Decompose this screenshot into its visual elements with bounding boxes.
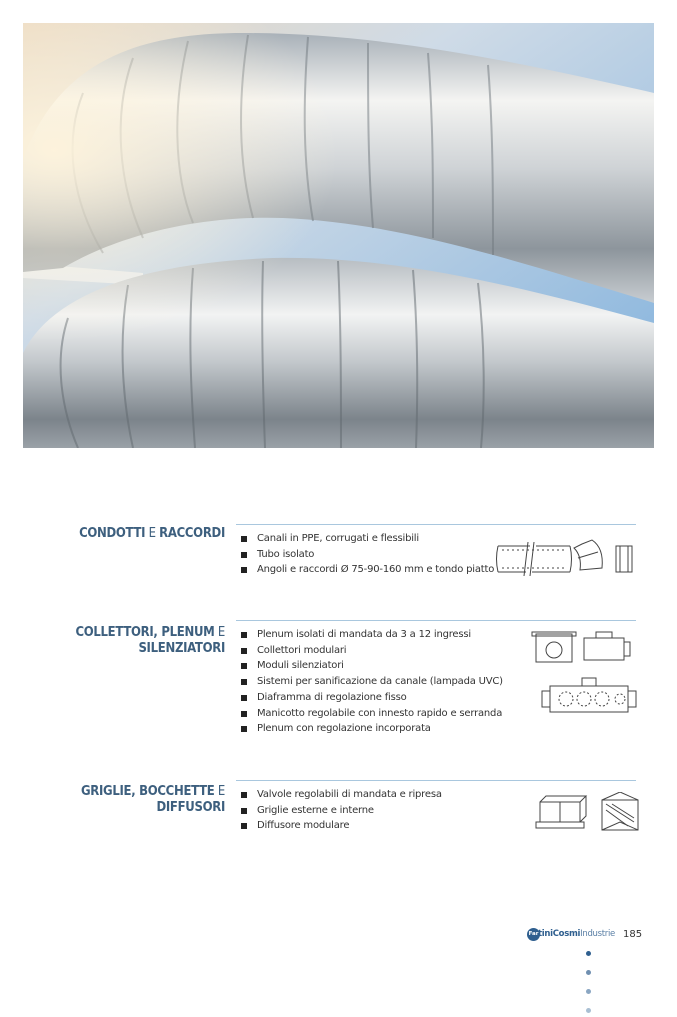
grille-drawing (532, 792, 644, 838)
list-item: Tubo isolato (241, 547, 494, 563)
title-connector: E (214, 784, 225, 799)
title-connector: E (214, 625, 225, 640)
logo-wordmark (538, 929, 615, 939)
list-item: Plenum con regolazione incorporata (241, 721, 503, 737)
list-item: Diffusore modulare (241, 818, 442, 834)
list-item: Moduli silenziatori (241, 658, 503, 674)
plenum-drawing (530, 628, 642, 718)
logo-bold: tiniCosmi (538, 929, 581, 939)
item-list (241, 787, 442, 834)
title-part: COLLETTORI, PLENUM (75, 625, 215, 640)
section-rule (236, 620, 636, 621)
duct-fittings-drawing (494, 538, 640, 578)
list-item: Collettori modulari (241, 643, 503, 659)
list-item: Valvole regolabili di mandata e ripresa (241, 787, 442, 803)
title-part: RACCORDI (159, 526, 225, 541)
section-title (25, 625, 225, 657)
section-title (25, 526, 225, 542)
logo-mark: Far (527, 928, 540, 941)
section-rule (236, 780, 636, 781)
title-connector: E (145, 526, 160, 541)
section-rule (236, 524, 636, 525)
list-item: Griglie esterne e interne (241, 803, 442, 819)
title-part: DIFFUSORI (156, 800, 225, 815)
logo-dots-icon (586, 941, 592, 1017)
list-item: Plenum isolati di mandata da 3 a 12 ingressi (241, 627, 503, 643)
list-item: Canali in PPE, corrugati e flessibili (241, 531, 494, 547)
item-list (241, 627, 503, 737)
title-part: CONDOTTI (79, 526, 146, 541)
hero-image (23, 23, 654, 448)
list-item: Angoli e raccordi Ø 75-90-160 mm e tondo piatto (241, 562, 494, 578)
item-list (241, 531, 494, 578)
list-item: Sistemi per sanificazione da canale (lampada UVC) (241, 674, 503, 690)
logo-light: Industrie (580, 929, 615, 939)
title-part: GRIGLIE, BOCCHETTE (80, 784, 215, 799)
title-part: SILENZIATORI (138, 641, 225, 656)
page-number: 185 (623, 929, 643, 940)
list-item: Diaframma di regolazione fisso (241, 690, 503, 706)
list-item: Manicotto regolabile con innesto rapido e serranda (241, 706, 503, 722)
section-title (25, 784, 225, 816)
